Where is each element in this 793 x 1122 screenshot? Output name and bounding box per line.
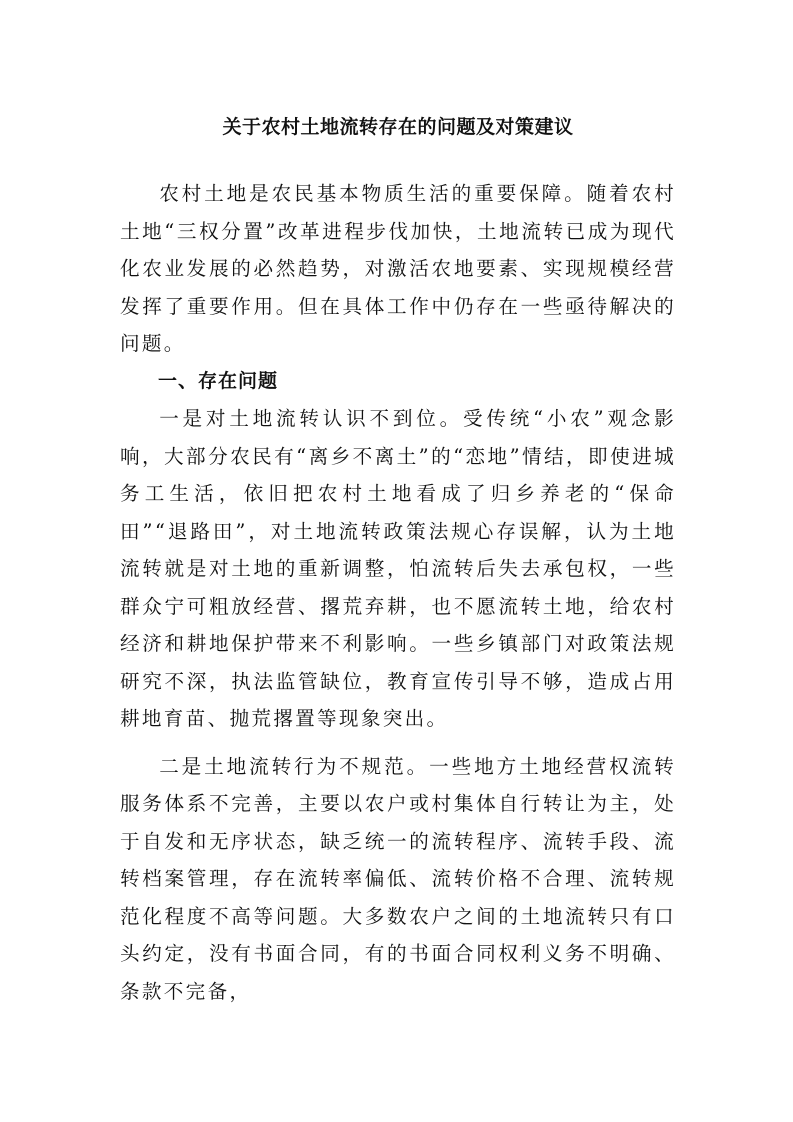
paragraph-problem-two: 二是土地流转行为不规范。一些地方土地经营权流转服务体系不完善，主要以农户或村集体自行转让为主，处于自发和无序状态，缺乏统一的流转程序、流转手段、流转档案管理，存在流转率偏低、流转价格不合理、流转规范化程度不高等问题。大多数农户之间的土地流转只有口头约定，没有书面合同，有的书面合同权利义务不明确、条款不完备，	[120, 754, 676, 1003]
document-title: 关于农村土地流转存在的问题及对策建议	[222, 116, 574, 138]
document-page	[120, 112, 676, 1010]
paragraph-problem-one: 一是对土地流转认识不到位。受传统“小农”观念影响，大部分农民有“离乡不离土”的“恋地”情结，即使进城务工生活，依旧把农村土地看成了归乡养老的“保命田”“退路田”，对土地流转政策法规心存误解，认为土地流转就是对土地的重新调整，怕流转后失去承包权，一些群众宁可粗放经营、撂荒弃耕，也不愿流转土地，给农村经济和耕地保护带来不利影响。一些乡镇部门对政策法规研究不深，执法监管缺位，教育宣传引导不够，造成占用耕地育苗、抛荒撂置等现象突出。	[120, 407, 676, 730]
section-heading-problems: 一、存在问题	[158, 369, 279, 392]
paragraph-gap	[120, 738, 676, 748]
intro-paragraph: 农村土地是农民基本物质生活的重要保障。随着农村土地“三权分置”改革进程步伐加快，土地流转已成为现代化农业发展的必然趋势，对激活农地要素、实现规模经营发挥了重要作用。但在具体工作中仍存在一些亟待解决的问题。	[120, 182, 676, 355]
